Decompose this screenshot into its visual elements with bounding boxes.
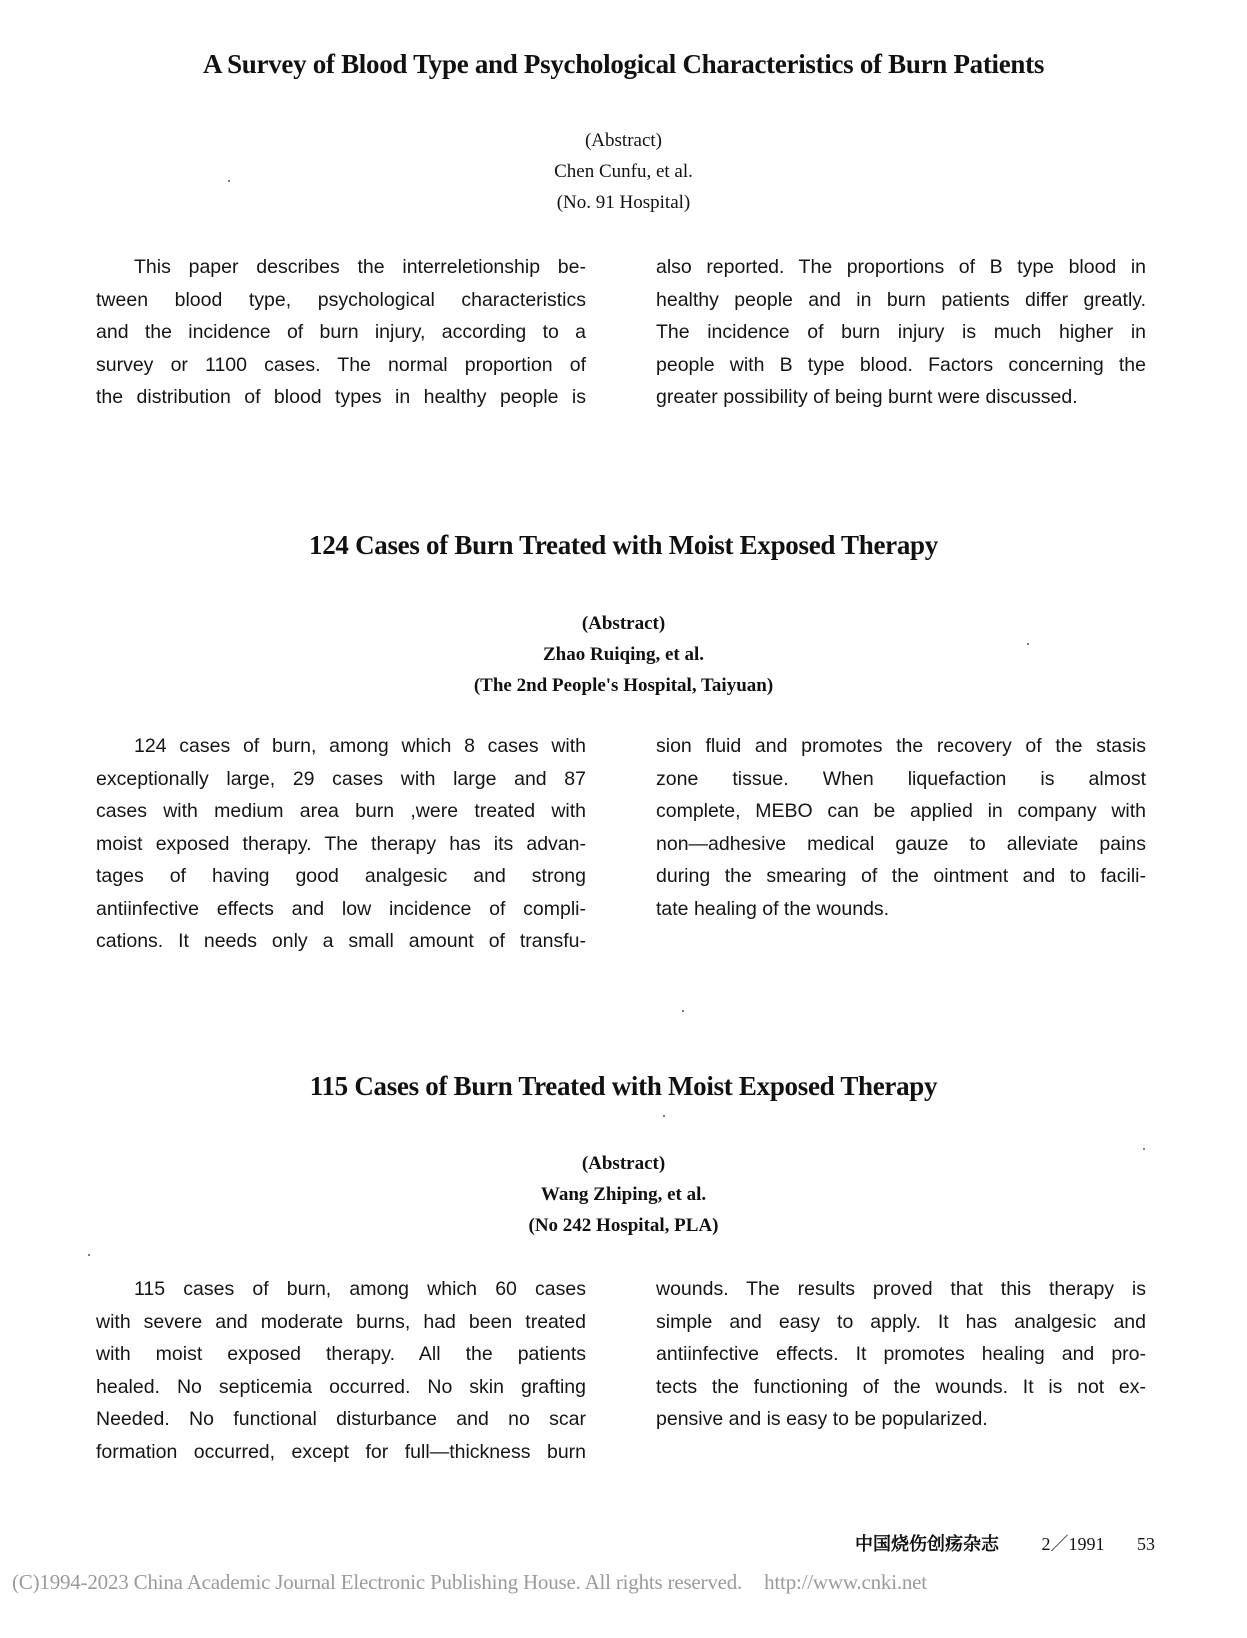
- article-title: 124 Cases of Burn Treated with Moist Exposed Therapy: [309, 530, 938, 560]
- text-line: This paper describes the interreletionship be-: [134, 256, 586, 278]
- abstract-left-column: [96, 730, 586, 958]
- abstract-right-column: [656, 251, 1146, 414]
- author-name: Wang Zhiping, et al.: [540, 1184, 707, 1205]
- text-line: Needed. No functional disturbance and no scar: [96, 1408, 586, 1430]
- text-line: moist exposed therapy. The therapy has its advan-: [96, 832, 586, 855]
- text-line: complete, MEBO can be applied in company with: [656, 800, 1146, 822]
- article-meta: [0, 125, 1247, 218]
- text-line: non—adhesive medical gauze to alleviate pains: [656, 832, 1146, 855]
- text-line: simple and easy to apply. It has analgesic and: [656, 1310, 1146, 1333]
- page-number: 53: [1137, 1534, 1155, 1554]
- text-line: antiinfective effects. It promotes healing and pro-: [656, 1343, 1146, 1365]
- text-line: pensive and is easy to be popularized.: [656, 1408, 988, 1430]
- abstract-label: (Abstract): [581, 613, 666, 634]
- copyright-url: http://www.cnki.net: [764, 1570, 927, 1594]
- text-line: healthy people and in burn patients differ greatly.: [656, 288, 1146, 311]
- text-line: with moist exposed therapy. All the patients: [96, 1343, 586, 1365]
- text-line: antiinfective effects and low incidence of compli-: [96, 897, 586, 920]
- text-line: wounds. The results proved that this therapy is: [656, 1278, 1146, 1300]
- text-line: also reported. The proportions of B type blood in: [656, 256, 1146, 278]
- text-line: tects the functioning of the wounds. It is not ex-: [656, 1375, 1146, 1398]
- scan-speck: [663, 1115, 665, 1117]
- scan-speck: [1143, 1148, 1145, 1150]
- scan-speck: [1027, 643, 1029, 645]
- text-line: tate healing of the wounds.: [656, 897, 890, 920]
- abstract-right-column: [656, 1273, 1146, 1436]
- text-line: tages of having good analgesic and strong: [96, 865, 586, 887]
- copyright-text: (C)1994-2023 China Academic Journal Electronic Publishing House. All rights reserved.: [12, 1570, 743, 1594]
- article-meta: [0, 1148, 1247, 1241]
- abstract-left-column: [96, 251, 586, 414]
- text-line: with severe and moderate burns, had been treated: [96, 1310, 586, 1333]
- article-title: A Survey of Blood Type and Psychological Characteristics of Burn Patients: [202, 49, 1045, 79]
- affiliation: (No 242 Hospital, PLA): [528, 1215, 719, 1236]
- issue-number: 2／1991: [1041, 1534, 1105, 1554]
- text-line: the distribution of blood types in healthy people is: [96, 386, 586, 408]
- article-meta: [0, 608, 1247, 701]
- scan-speck: [682, 1010, 684, 1012]
- author-name: Chen Cunfu, et al.: [554, 161, 693, 182]
- text-line: tween blood type, psychological characteristics: [96, 288, 586, 311]
- text-line: healed. No septicemia occurred. No skin grafting: [96, 1375, 586, 1398]
- copyright-watermark: [12, 1570, 927, 1595]
- scan-speck: [88, 1254, 90, 1256]
- text-line: during the smearing of the ointment and to facili-: [656, 865, 1146, 887]
- journal-name: 中国烧伤创疡杂志: [855, 1534, 999, 1554]
- author-name: Zhao Ruiqing, et al.: [542, 644, 704, 665]
- text-line: cases with medium area burn ,were treated with: [96, 800, 586, 822]
- scan-speck: [228, 180, 230, 182]
- text-line: sion fluid and promotes the recovery of the stasis: [656, 735, 1146, 757]
- affiliation: (No. 91 Hospital): [556, 192, 691, 213]
- text-line: 115 cases of burn, among which 60 cases: [134, 1278, 586, 1300]
- text-line: The incidence of burn injury is much higher in: [656, 321, 1146, 343]
- abstract-right-column: [656, 730, 1146, 925]
- affiliation: (The 2nd People's Hospital, Taiyuan): [473, 675, 774, 696]
- text-line: 124 cases of burn, among which 8 cases with: [134, 735, 586, 757]
- article-title: 115 Cases of Burn Treated with Moist Exposed Therapy: [309, 1071, 938, 1101]
- text-line: zone tissue. When liquefaction is almost: [656, 767, 1146, 790]
- abstract-label: (Abstract): [581, 1153, 666, 1174]
- text-line: formation occurred, except for full—thickness burn: [96, 1440, 586, 1463]
- text-line: cations. It needs only a small amount of transfu-: [96, 930, 586, 952]
- text-line: greater possibility of being burnt were discussed.: [656, 386, 1078, 408]
- text-line: exceptionally large, 29 cases with large and 87: [96, 767, 586, 790]
- text-line: and the incidence of burn injury, according to a: [96, 321, 586, 343]
- text-line: survey or 1100 cases. The normal proportion of: [96, 353, 586, 376]
- abstract-left-column: [96, 1273, 586, 1468]
- page-footer: [855, 1530, 1155, 1556]
- abstract-label: (Abstract): [584, 130, 663, 151]
- text-line: people with B type blood. Factors concerning the: [656, 353, 1146, 376]
